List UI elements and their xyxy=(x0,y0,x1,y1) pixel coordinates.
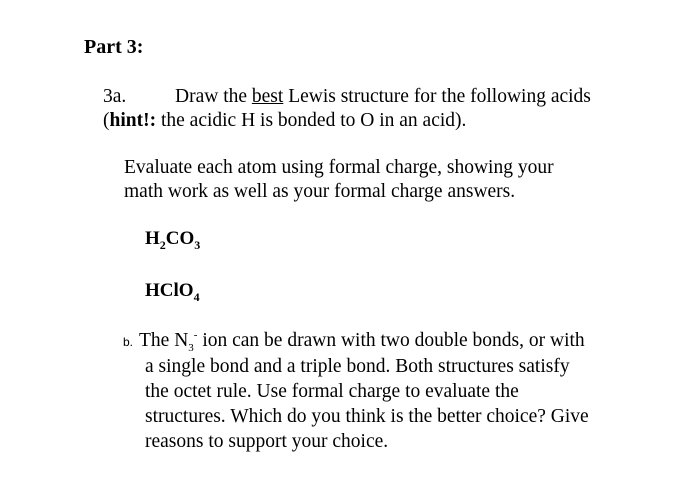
n3-charge: - xyxy=(193,329,198,341)
evaluate-line-2: math work as well as your formal charge answers. xyxy=(124,181,516,202)
hint-line xyxy=(103,109,466,133)
question-3b-line2: a single bond and a triple bond. Both structures satisfy xyxy=(145,356,570,377)
formula-hclo4: HClO$_4$ xyxy=(145,280,200,304)
n3-subscript: 3 xyxy=(188,342,194,354)
question-3b-line1: The $N_3^-$ ion can be drawn with two double bonds, or with xyxy=(139,329,585,354)
question-3b-line3: the octet rule. Use formal charge to evaluate the xyxy=(145,381,519,402)
question-3a-line1 xyxy=(175,85,591,109)
evaluate-line-1: Evaluate each atom using formal charge, showing your xyxy=(124,157,554,178)
underlined-best: best xyxy=(251,86,284,107)
hint-paren: ( xyxy=(103,110,110,131)
question-3a-label: 3a. xyxy=(103,86,127,107)
question-3b-line5: reasons to support your choice. xyxy=(145,431,389,452)
formula-h2co3: $H_2CO_3$ xyxy=(145,228,201,252)
hint-label: hint!: xyxy=(109,110,157,131)
part-title: Part 3: xyxy=(84,36,144,58)
question-3a-line1-post: Lewis structure for the following acids xyxy=(288,86,591,107)
hint-text: the acidic H is bonded to O in an acid). xyxy=(160,110,467,131)
question-3b-line4: structures. Which do you think is the better choice? Give xyxy=(145,406,589,427)
question-3a-line1-pre: Draw the xyxy=(175,86,248,107)
question-3b-label: b. xyxy=(123,335,134,349)
